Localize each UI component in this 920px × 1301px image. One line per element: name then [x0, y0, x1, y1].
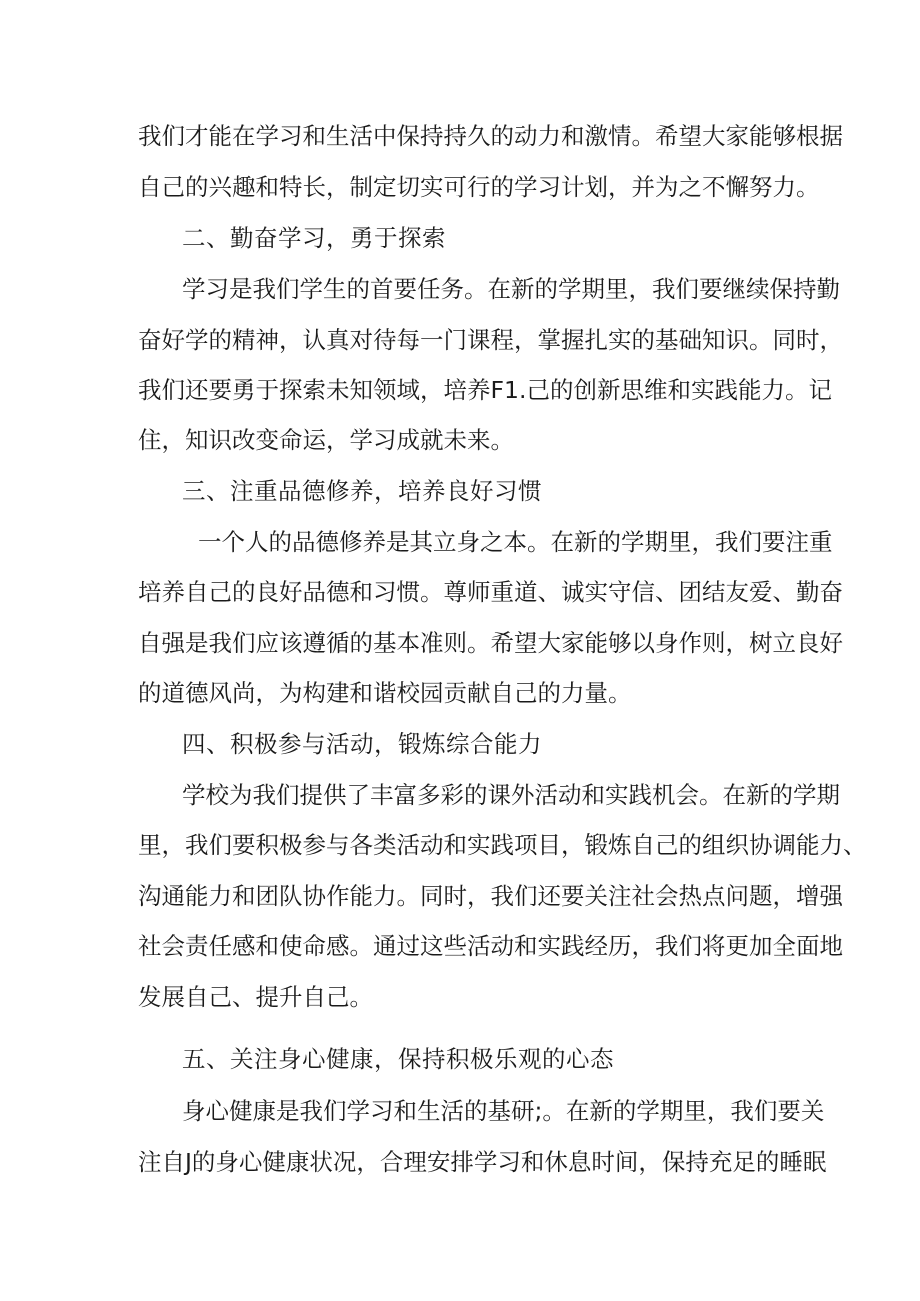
paragraph-line: 的道德风尚，为构建和谐校园贡献自己的力量。 — [138, 679, 632, 707]
paragraph-line: 社会责任感和使命感。通过这些活动和实践经历，我们将更加全面地 — [138, 932, 843, 960]
paragraph-line: 住，知识改变命运，学习成就未来。 — [138, 426, 514, 454]
paragraph-line: 培养自己的良好品德和习惯。尊师重道、诚实守信、团结友爱、勤奋 — [138, 578, 843, 606]
paragraph-line: 发展自己、提升自己。 — [138, 983, 373, 1011]
section-heading-5: 五、关注身心健康，保持积极乐观的心态 — [182, 1045, 614, 1073]
paragraph-line: 奋好学的精神，认真对待每一门课程，掌握扎实的基础知识。同时， — [138, 326, 843, 354]
paragraph-line: 我们还要勇于探索未知领域，培养F1.己的创新思维和实践能力。记 — [138, 376, 832, 404]
paragraph-line: 一个人的品德修养是其立身之本。在新的学期里，我们要注重 — [198, 528, 833, 556]
paragraph-line: 自强是我们应该遵循的基本准则。希望大家能够以身作则，树立良好 — [138, 629, 843, 657]
paragraph-line: 学习是我们学生的首要任务。在新的学期里，我们要继续保持勤 — [182, 275, 840, 303]
paragraph-line: 学校为我们提供了丰富多彩的课外活动和实践机会。在新的学期 — [182, 781, 840, 809]
paragraph-line: 身心健康是我们学习和生活的基研;。在新的学期里，我们要关 — [182, 1097, 825, 1125]
paragraph-line: 沟通能力和团队协作能力。同时，我们还要关注社会热点问题，增强 — [138, 882, 843, 910]
paragraph-line: 自己的兴趣和特长，制定切实可行的学习计划，并为之不懈努力。 — [138, 173, 820, 201]
section-heading-3: 三、注重品德修养，培养良好习惯 — [182, 477, 542, 505]
paragraph-line: 里，我们要积极参与各类活动和实践项目，锻炼自己的组织协调能力、 — [138, 831, 867, 859]
paragraph-line: 注自J的身心健康状况，合理安排学习和休息时间，保持充足的睡眠 — [138, 1148, 827, 1176]
paragraph-line: 我们才能在学习和生活中保持持久的动力和激情。希望大家能够根据 — [138, 122, 843, 150]
section-heading-4: 四、积极参与活动，锻炼综合能力 — [182, 730, 542, 758]
section-heading-2: 二、勤奋学习，勇于探索 — [182, 224, 446, 252]
